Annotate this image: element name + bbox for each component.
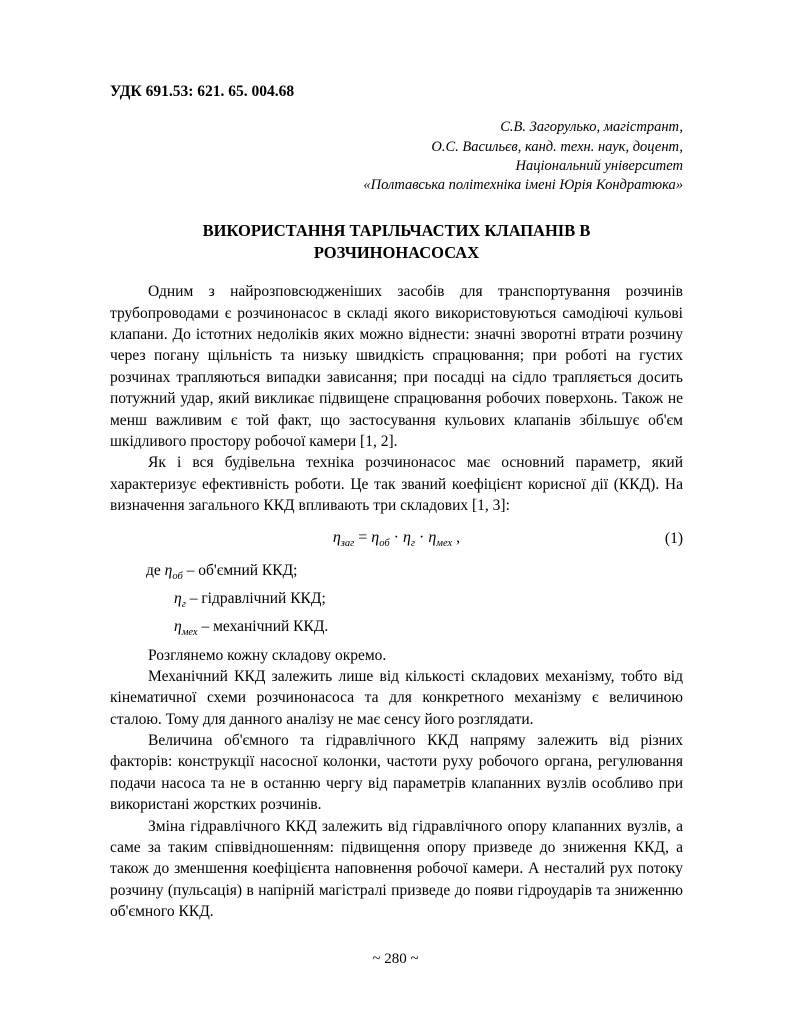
definition-line: $\eta_{мех}$ – механічний ККД. xyxy=(174,617,329,638)
equation xyxy=(110,528,683,551)
definitions-block xyxy=(110,561,683,639)
paper-title-line: РОЗЧИНОНАСОСАХ xyxy=(313,242,480,262)
paragraph-2: Як і вся будівельна техніка розчинонасос має основний параметр, який характеризує ефективність роботи. Це так званий коефіцієнт корисної дії (ККД). На визначення загального ККД впливають три складових [1, 3]: xyxy=(110,454,683,515)
paragraph-4: Механічний ККД залежить лише від кількості складових механізму, тобто від кінематичної схеми розчинонасоса та для конкретного механізму є величиною сталою. Тому для данного аналізу не має сенсу його розглядати. xyxy=(110,667,683,728)
definition-line: де $\eta_{об}$ – об'ємний ККД; xyxy=(146,562,298,583)
paragraph-6: Зміна гідравлічного ККД залежить від гідравлічного опору клапанних вузлів, а саме за таким співвідношенням: підвищення опору призведе до зниження ККД, а також до зменшення коефіцієнта наповнення робочої камери. А несталий рух потоку розчину (пульсація) в напірній магістралі призведе до появи гідроударів та зниженню об'ємного ККД. xyxy=(110,817,683,921)
definition-line: $\eta_г$ – гідравлічний ККД; xyxy=(174,590,326,611)
author-line: С.В. Загорулько, магістрант, xyxy=(500,119,683,136)
affiliation-line: Національний університет xyxy=(515,157,683,174)
affiliation-line: «Полтавська політехніка імені Юрія Кондратюка» xyxy=(363,177,683,194)
author-block xyxy=(110,118,683,196)
equation-body: $\eta_{заг} = \eta_{об} \cdot \eta_г \cdot \eta_{мех}$ , xyxy=(332,529,461,550)
equation-number: (1) xyxy=(664,530,683,548)
udc-code: УДК 691.53: 621. 65. 004.68 xyxy=(110,83,295,100)
paragraph-3: Розглянемо кожну складову окремо. xyxy=(148,646,387,664)
page-number: ~ 280 ~ xyxy=(372,951,419,967)
paper-title xyxy=(110,220,683,264)
author-line: О.С. Васильєв, канд. техн. наук, доцент, xyxy=(431,138,683,155)
paragraph-1: Одним з найрозповсюдженіших засобів для транспортування розчинів трубопроводами є розчинонасос в складі якого використовуються самодіючі кульові клапани. До істотних недоліків яких можно віднести: значні зворотні втрати розчину через погану щільність та низьку швидкість спрацювання; при роботі на густих розчинах трапляються випадки зависання; при посадці на сідло трапляється досить потужний удар, який викликає підвищене спрацювання робочих поверхонь. Також не менш важливим є той факт, що застосування кульових клапанів збільшує об'єм шкідливого простору робочої камери [1, 2]. xyxy=(110,283,683,450)
paragraph-5: Величина об'ємного та гідравлічного ККД напряму залежить від різних факторів: конструкції насосної колонки, частоти руху робочого органа, регулювання подачи насоса та не в останню чергу від параметрів клапанних вузлів особливо при використані жорстких розчинів. xyxy=(110,732,683,814)
paper-title-line: ВИКОРИСТАННЯ ТАРІЛЬЧАСТИХ КЛАПАНІВ В xyxy=(202,220,591,240)
